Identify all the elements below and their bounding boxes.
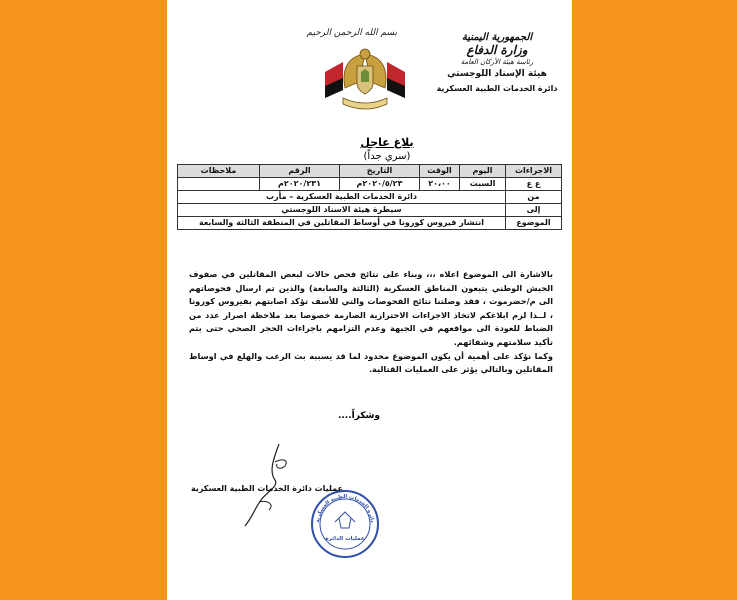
table-header-row	[178, 165, 562, 178]
to-label: إلى	[506, 204, 562, 217]
header-table	[177, 164, 562, 230]
stamp-outer-text: دائرة الخدمات الطبية العسكرية	[315, 493, 375, 524]
cell-notes	[178, 178, 260, 191]
col-notes: ملاحظات	[178, 165, 260, 178]
classification-label: (سري جداً)	[363, 151, 411, 162]
letter-body	[189, 268, 553, 377]
from-label: من	[506, 191, 562, 204]
yemen-emblem-icon	[319, 42, 411, 114]
subject-label: الموضوع	[506, 217, 562, 230]
from-value: دائرة الخدمات الطبية العسكرية – مأرب	[178, 191, 506, 204]
cell-date: ٢٠٢٠/٥/٢٣م	[340, 178, 420, 191]
cell-time: ٢٠،٠٠	[420, 178, 460, 191]
document-page	[167, 0, 572, 600]
cell-procedures: ع ع	[506, 178, 562, 191]
col-number: الرقم	[260, 165, 340, 178]
body-paragraph-2: وكما نؤكد على أهمية أن يكون الموضوع محدود لما قد يسببه بث الرعب والهلع في اوساط المقاتلين وبالتالي يؤثر على العمليات القتالية.	[189, 350, 553, 375]
table-values-row	[178, 178, 562, 191]
col-time: الوقت	[420, 165, 460, 178]
col-procedures: الاجراءات	[506, 165, 562, 178]
document-title	[347, 136, 427, 164]
to-value: سيطرة هيئة الاسناد اللوجستي	[178, 204, 506, 217]
department-name: دائرة الخدمات الطبية العسكرية	[436, 84, 558, 93]
republic-name: الجمهورية اليمنية	[461, 32, 533, 43]
col-date: التاريخ	[340, 165, 420, 178]
table-to-row	[178, 204, 562, 217]
subject-value: انتشار فيروس كورونا في أوساط المقاتلين في المنطقة الثالثة والسابعة	[178, 217, 506, 230]
cell-number: ٢٠٢٠/٢٣١م	[260, 178, 340, 191]
ministry-name: وزارة الدفاع	[466, 43, 528, 57]
letterhead	[432, 32, 562, 95]
authority-name: هيئة الإسناد اللوجستي	[447, 69, 547, 79]
col-day: اليوم	[460, 165, 506, 178]
basmala-text: بسم الله الرحمن الرحيم	[306, 28, 397, 38]
official-stamp-icon	[309, 488, 381, 560]
closing-thanks: وشكراً....	[337, 411, 381, 421]
table-subject-row	[178, 217, 562, 230]
cell-day: السبت	[460, 178, 506, 191]
table-from-row	[178, 191, 562, 204]
signature-caption: عمليات دائرة الخدمات الطبية العسكرية	[190, 484, 343, 493]
urgent-notice-title: بلاغ عاجل	[360, 136, 414, 149]
body-paragraph-1: بالاشارة الى الموضوع اعلاه ،،، وبناء على نتائج فحص حالات لبعض المقاتلين في صفوف الجيش الوطني يتبعون المناطق العسكرية (الثالثة والسابعة) والذين تم ارسال فحوصاتهم الى م/حضرموت ، فقد وصلتنا نتائج الفحوصات والتي للأسف تؤكد اصابتهم بفيروس كورونا ، لــذا لزم ابلاغكم لاتخاذ الاجراءات الاحترازية الصارمة خصوصا بعد ملاحظة اصرار عدد من الضباط للعودة الى مواقعهم في الجبهة وعدم التزامهم باجراءات الحجر الصحي حتى يتم تأكيد سلامتهم وشفائهم.	[189, 269, 553, 347]
chief-of-staff-name: رئاسة هيئة الأركان العامة	[460, 58, 534, 66]
stamp-inner-text: عمليات الدائرة	[325, 536, 365, 542]
